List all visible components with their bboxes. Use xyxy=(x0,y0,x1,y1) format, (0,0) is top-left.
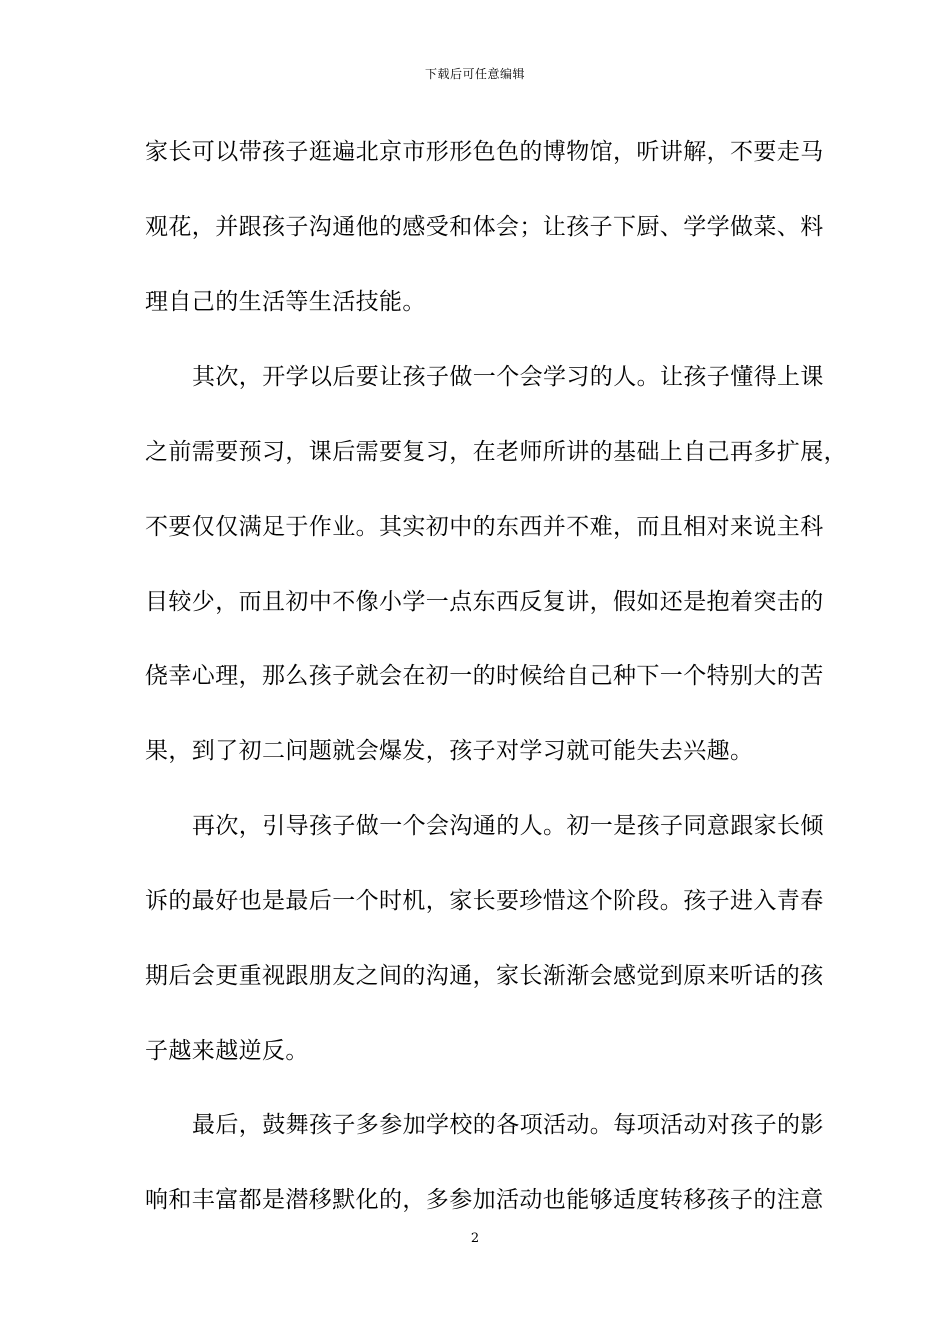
text-line: 侥幸心理，那么孩子就会在初一的时候给自己种下一个特别大的苦 xyxy=(145,663,824,689)
text-line: 家长可以带孩子逛遍北京市形形色色的博物馆，听讲解，不要走马 xyxy=(145,139,824,165)
text-line: 理自己的生活等生活技能。 xyxy=(145,289,426,315)
text-line: 观花，并跟孩子沟通他的感受和体会；让孩子下厨、学学做菜、料 xyxy=(145,214,824,240)
text-line: 目较少，而且初中不像小学一点东西反复讲，假如还是抱着突击的 xyxy=(145,589,824,615)
text-line: 不要仅仅满足于作业。其实初中的东西并不难，而且相对来说主科 xyxy=(145,514,824,540)
text-line: 果，到了初二问题就会爆发，孩子对学习就可能失去兴趣。 xyxy=(145,738,754,764)
text-line: 响和丰富都是潜移默化的，多参加活动也能够适度转移孩子的注意 xyxy=(145,1187,824,1213)
paragraph-first-line: 再次，引导孩子做一个会沟通的人。初一是孩子同意跟家长倾 xyxy=(192,813,824,839)
paragraph-first-line: 最后，鼓舞孩子多参加学校的各项活动。每项活动对孩子的影 xyxy=(192,1112,824,1138)
paragraph-first-line: 其次，开学以后要让孩子做一个会学习的人。让孩子懂得上课 xyxy=(192,364,824,390)
text-line: 期后会更重视跟朋友之间的沟通，家长渐渐会感觉到原来听话的孩 xyxy=(145,963,824,989)
page-header: 下载后可任意编辑 xyxy=(424,67,525,81)
text-line: 之前需要预习，课后需要复习，在老师所讲的基础上自己再多扩展， xyxy=(145,439,847,465)
page-number: 2 xyxy=(470,1231,480,1246)
text-line: 子越来越逆反。 xyxy=(145,1038,309,1064)
text-line: 诉的最好也是最后一个时机，家长要珍惜这个阶段。孩子进入青春 xyxy=(145,888,824,914)
